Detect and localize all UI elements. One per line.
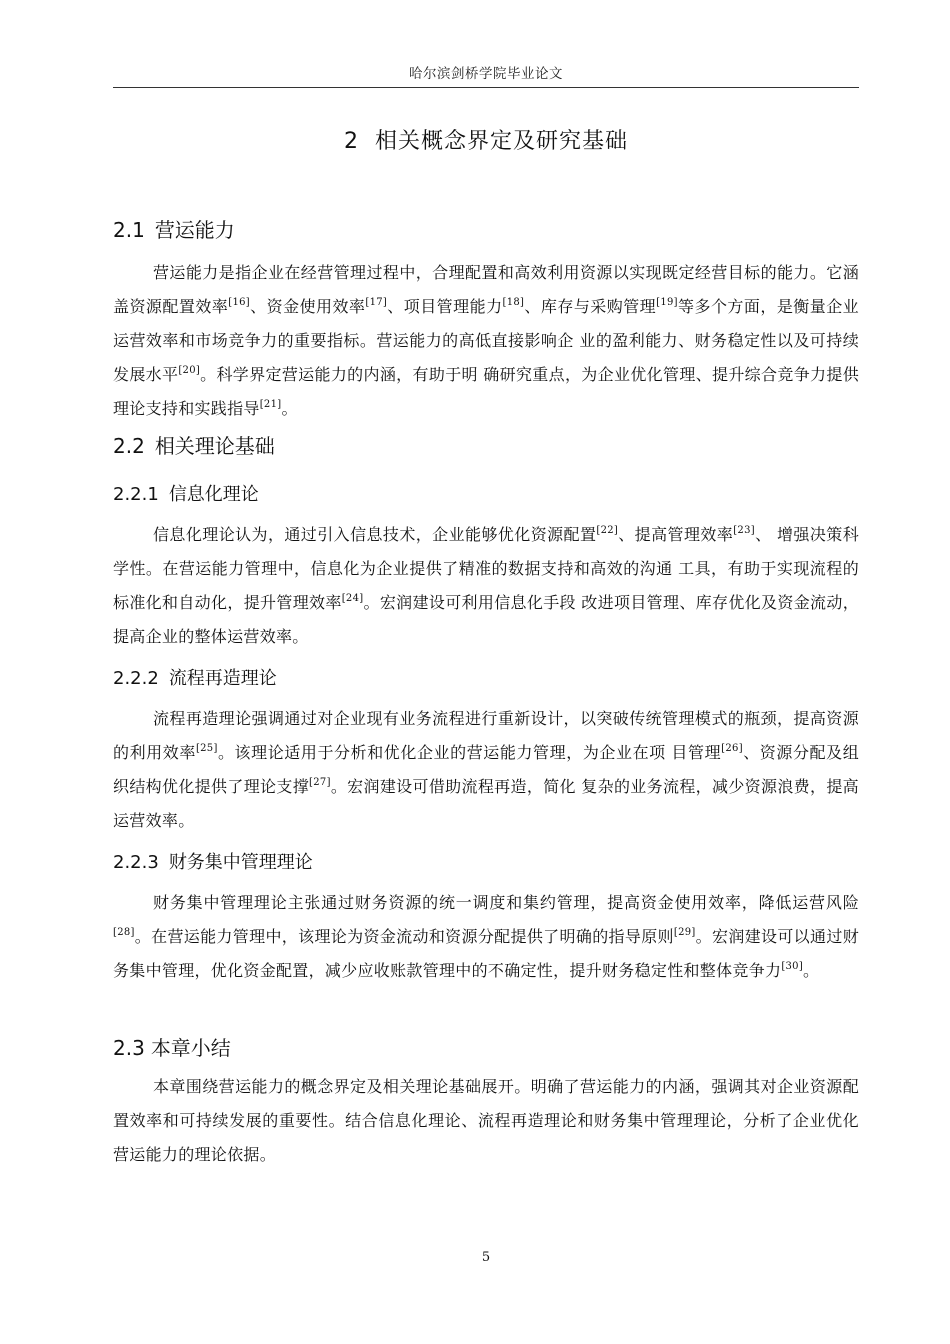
citation: [18] <box>502 297 525 308</box>
text-run: 、 增强决策科学性。在营运能力管理中，信息化为企业提供了精准的数据支持和高效的沟通 工具，有助于实现流程的标准化和自动化，提升管理效率 <box>113 525 859 612</box>
subsection-title: 财务集中管理理论 <box>168 852 313 873</box>
section-title: 营运能力 <box>154 218 235 242</box>
subsection-heading-2-2-1 <box>113 480 259 506</box>
section-number: 2.1 <box>113 218 145 242</box>
text-run: 。宏润建设可利用信息化手段 改进项目管理、库存优化及资金流动，提高企业的整体运营效率。 <box>113 593 860 646</box>
paragraph-2-3 <box>113 1070 859 1172</box>
text-run: 。宏润建设可借助流程再造，简化 复杂的业务流程，减少资源浪费，提高运营效率。 <box>113 777 859 830</box>
citation: [19] <box>656 297 678 308</box>
text-run: 本章围绕营运能力的概念界定及相关理论基础展开。明确了营运能力的内涵，强调其对企业资源配置效率和可持续发展的重要性。结合信息化理论、流程再造理论和财务集中管理理论，分析了企业优化营运能力的理论依据。 <box>113 1077 859 1164</box>
subsection-title: 信息化理论 <box>168 484 259 505</box>
section-heading-2-2 <box>113 430 275 459</box>
subsection-number: 2.2.3 <box>113 852 159 873</box>
chapter-title-text: 相关概念界定及研究基础 <box>374 129 628 154</box>
citation: [20] <box>178 365 201 376</box>
text-run: 。 <box>281 399 298 418</box>
subsection-number: 2.2.1 <box>113 484 159 505</box>
section-number: 2.3 <box>113 1036 145 1060</box>
citation: [17] <box>365 297 388 308</box>
citation: [16] <box>228 297 250 308</box>
text-run: 营运能力是指企业在经营管理过程中，合理配置和高效利用资源以实现既定经营目标的能力。它涵盖资源配置效率 <box>113 263 859 316</box>
paragraph-2-2-2 <box>113 702 859 838</box>
chapter-title <box>113 124 859 155</box>
text-run: 流程再造理论强调通过对企业现有业务流程进行重新设计，以突破传统管理模式的瓶颈，提高资源的利用效率 <box>113 709 859 762</box>
text-run: 、资源分配及组织结构优化提供了理论支撑 <box>113 743 859 796</box>
header-rule <box>113 87 859 88</box>
text-run: 财务集中管理理论主张通过财务资源的统一调度和集约管理，提高资金使用效率，降低运营风险 <box>153 893 859 912</box>
section-heading-2-1 <box>113 214 235 243</box>
citation: [22] <box>596 525 619 536</box>
text-run: 。该理论适用于分析和优化企业的营运能力管理，为企业在项 目管理 <box>217 743 722 762</box>
chapter-number: 2 <box>343 129 359 154</box>
page-number: 5 <box>481 1250 491 1265</box>
citation: [21] <box>259 399 282 410</box>
paragraph-2-1 <box>113 256 859 426</box>
text-run: 。科学界定营运能力的内涵，有助于明 确研究重点，为企业优化管理、提升综合竞争力提供理论支持和实践指导 <box>113 365 860 418</box>
section-heading-2-3 <box>113 1032 231 1061</box>
citation: [28] <box>113 927 135 938</box>
text-run: 。在营运能力管理中，该理论为资金流动和资源分配提供了明确的指导原则 <box>134 927 674 946</box>
text-run: 、提高管理效率 <box>618 525 734 544</box>
section-title: 相关理论基础 <box>154 434 275 458</box>
text-run: 、库存与采购管理 <box>524 297 657 316</box>
subsection-title: 流程再造理论 <box>168 668 277 689</box>
citation: [24] <box>341 593 364 604</box>
running-header: 哈尔滨剑桥学院毕业论文 <box>409 66 563 82</box>
citation: [27] <box>309 777 331 788</box>
paragraph-2-2-3 <box>113 886 859 988</box>
citation: [23] <box>733 525 755 536</box>
text-run: 、资金使用效率 <box>249 297 366 316</box>
citation: [26] <box>721 743 743 754</box>
paragraph-2-2-1 <box>113 518 859 654</box>
text-run: 信息化理论认为，通过引入信息技术，企业能够优化资源配置 <box>153 525 597 544</box>
subsection-heading-2-2-2 <box>113 664 277 690</box>
section-title: 本章小结 <box>150 1036 231 1060</box>
citation: [25] <box>195 743 218 754</box>
text-run: 。 <box>803 961 820 980</box>
text-run: 。宏润建设可以通过财务集中管理，优化资金配置，减少应收账款管理中的不确定性，提升财务稳定性和整体竞争力 <box>113 927 859 980</box>
citation: [29] <box>673 927 696 938</box>
section-number: 2.2 <box>113 434 145 458</box>
citation: [30] <box>781 961 804 972</box>
text-run: 等多个方面，是衡量企业运营效率和市场竞争力的重要指标。营运能力的高低直接影响企 业的盈利能力、财务稳定性以及可持续发展水平 <box>113 297 859 384</box>
subsection-number: 2.2.2 <box>113 668 159 689</box>
subsection-heading-2-2-3 <box>113 848 313 874</box>
text-run: 、项目管理能力 <box>387 297 503 316</box>
